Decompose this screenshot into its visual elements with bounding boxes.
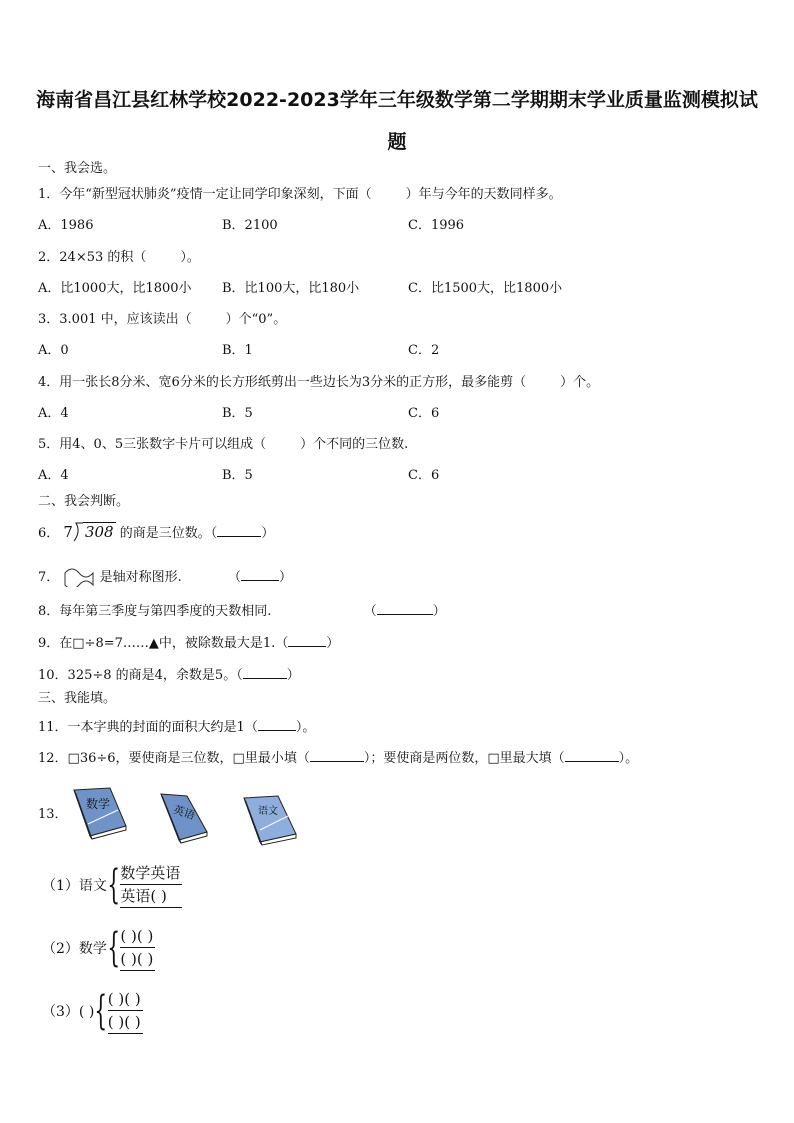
question-4: 4．用一张长8分米、宽6分米的长方形纸剪出一些边长为3分米的正方形，最多能剪（ ）个。 [38, 375, 600, 390]
answer-blank-11[interactable] [258, 717, 296, 731]
q4-option-a[interactable]: A．4 [38, 406, 69, 421]
answer-blank-8[interactable] [377, 601, 433, 615]
q5-option-c[interactable]: C．6 [408, 468, 440, 483]
math-book-icon [70, 786, 128, 840]
answer-blank-12a[interactable] [310, 748, 364, 762]
q4-option-c[interactable]: C．6 [408, 406, 440, 421]
math-book-label: 数学 [85, 797, 111, 811]
answer-blank-12b[interactable] [565, 748, 619, 762]
question-10: 10．325÷8 的商是4，余数是5。（ ） [38, 665, 300, 685]
flag-shape-icon [63, 565, 95, 587]
english-book-label: 英语 [171, 803, 197, 823]
q13-part-3-label[interactable]: （3）( ) [42, 1004, 95, 1020]
q13-part-3-bottom[interactable]: ( )( ) [108, 1011, 143, 1034]
answer-blank-10[interactable] [243, 665, 287, 679]
q13-part-2-label: （2）数学 [42, 941, 107, 957]
brace-icon: { [107, 925, 121, 971]
answer-blank-6[interactable] [217, 523, 261, 537]
question-1: 1．今年“新型冠状肺炎”疫情一定让同学印象深刻，下面（ ）年与今年的天数同样多。 [38, 187, 562, 202]
brace-icon: { [107, 862, 121, 908]
answer-blank-7[interactable] [241, 567, 279, 581]
q5-option-b[interactable]: B．5 [222, 468, 253, 483]
section-heading-3: 三、我能填。 [38, 691, 117, 706]
question-6: 6． 7 308 的商是三位数。（ ） [38, 523, 275, 541]
question-13-number: 13． [38, 807, 68, 822]
q3-option-b[interactable]: B．1 [222, 343, 253, 358]
q3-option-c[interactable]: C．2 [408, 343, 440, 358]
long-division-expression [63, 522, 115, 543]
q1-option-b[interactable]: B．2100 [222, 218, 278, 233]
q13-part-1 [42, 862, 182, 908]
english-book-icon [153, 792, 211, 844]
q13-part-1-bottom[interactable]: 英语( ) [120, 885, 182, 908]
q13-part-1-top: 数学英语 [120, 862, 182, 885]
q13-part-1-label: （1）语文 [42, 878, 107, 894]
answer-blank-9[interactable] [288, 633, 326, 647]
page-title-cont: 题 [387, 131, 407, 153]
section-heading-2: 二、我会判断。 [38, 494, 130, 509]
q3-option-a[interactable]: A．0 [38, 343, 69, 358]
q5-option-a[interactable]: A．4 [38, 468, 69, 483]
q4-option-b[interactable]: B．5 [222, 406, 253, 421]
dividend: 308 [84, 523, 114, 541]
brace-icon: { [94, 988, 108, 1034]
question-12: 12．□36÷6，要使商是三位数，□里最小填（ ）；要使商是两位数，□里最大填（ ）。 [38, 748, 638, 768]
divisor: 7 [63, 523, 73, 541]
question-8: 8．每年第三季度与第四季度的天数相同. （ ） [38, 601, 446, 621]
q2-option-b[interactable]: B．比100大，比180小 [222, 281, 360, 296]
chinese-book-icon [240, 794, 300, 846]
q13-part-2-bottom[interactable]: ( )( ) [120, 948, 155, 971]
question-9: 9．在□÷8=7……▲中，被除数最大是1.（ ） [38, 633, 339, 653]
q1-option-c[interactable]: C．1996 [408, 218, 465, 233]
q13-part-2-top[interactable]: ( )( ) [120, 925, 155, 948]
question-2: 2．24×53 的积（ ）。 [38, 250, 200, 265]
q13-part-2-stack [120, 925, 155, 971]
question-7: 7． 是轴对称图形. （ ） [38, 565, 292, 587]
question-3: 3．3.001 中，应该读出（ ）个“0”。 [38, 312, 287, 327]
question-11: 11．一本字典的封面的面积大约是1（ ）。 [38, 717, 315, 737]
q13-part-3 [42, 988, 143, 1034]
q13-part-2 [42, 925, 155, 971]
q2-option-a[interactable]: A．比1000大，比1800小 [38, 281, 192, 296]
q13-part-3-top[interactable]: ( )( ) [108, 988, 143, 1011]
q13-part-3-stack [108, 988, 143, 1034]
page-title: 海南省昌江县红林学校2022-2023学年三年级数学第二学期期末学业质量监测模拟试 [36, 89, 758, 111]
chinese-book-label: 语文 [258, 806, 278, 817]
question-5: 5．用4、0、5三张数字卡片可以组成（ ）个不同的三位数. [38, 437, 409, 452]
section-heading-1: 一、我会选。 [38, 161, 117, 176]
q2-option-c[interactable]: C．比1500大，比1800小 [408, 281, 563, 296]
q13-part-1-stack [120, 862, 182, 908]
division-bracket-icon [73, 522, 83, 542]
q1-option-a[interactable]: A．1986 [38, 218, 94, 233]
